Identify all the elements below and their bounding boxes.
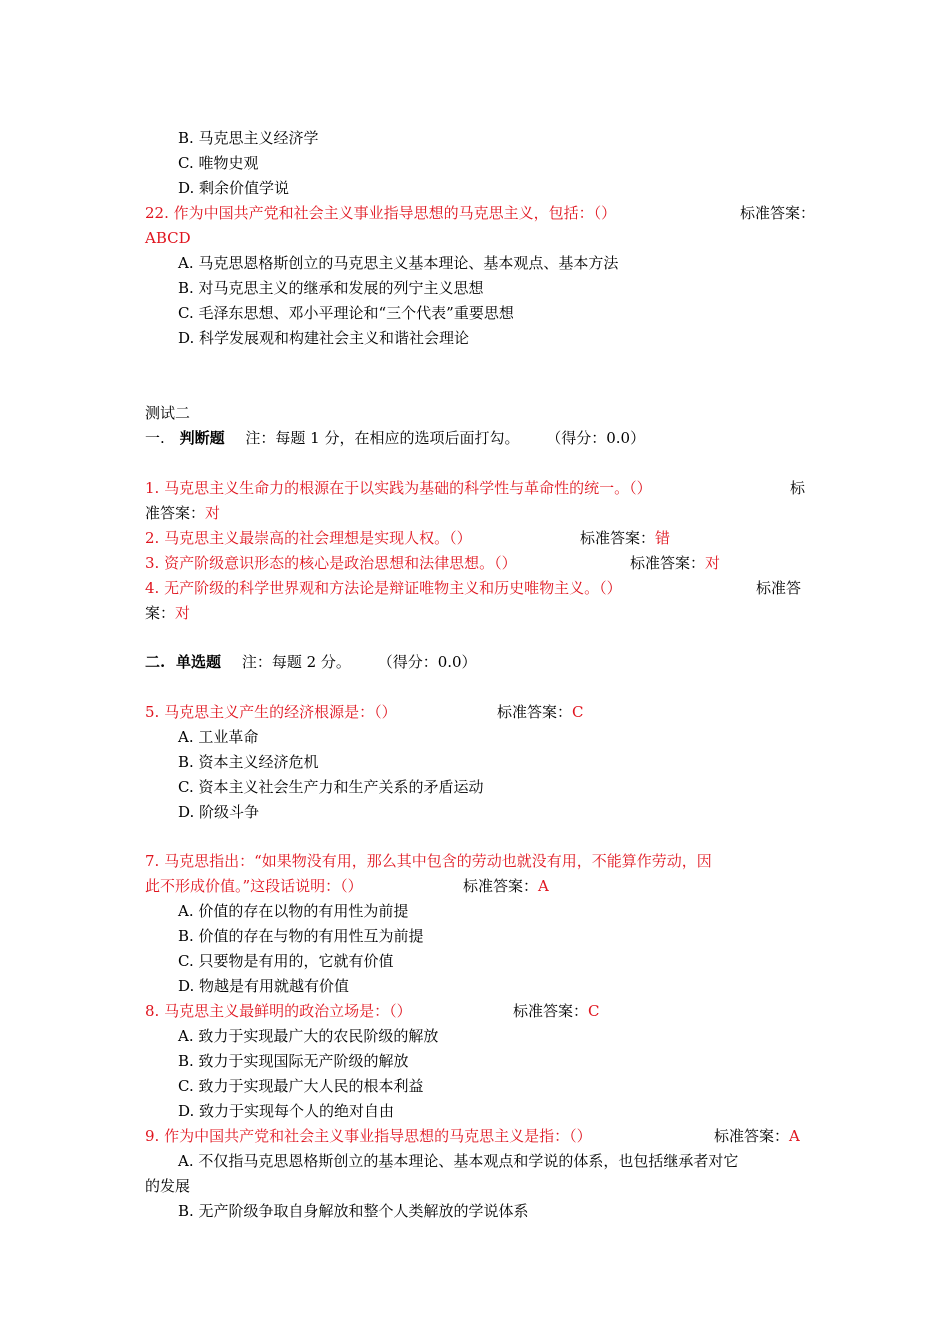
- answer-label: 案：: [145, 604, 176, 622]
- option-c: C. 致力于实现最广大人民的根本利益: [178, 1077, 424, 1095]
- answer-label: 标准答案：: [463, 877, 539, 895]
- answer-line: [463, 876, 549, 896]
- answer-label: 标准答案：: [580, 529, 656, 547]
- option-b: B. 无产阶级争取自身解放和整个人类解放的学说体系: [178, 1202, 529, 1220]
- section-note: 注：每题 2 分。: [241, 653, 351, 671]
- option-d: D. 阶级斗争: [178, 803, 260, 821]
- option-b: B. 价值的存在与物的有用性互为前提: [178, 927, 424, 945]
- option-c: C. 只要物是有用的，它就有价值: [178, 952, 394, 970]
- answer-value: 对: [175, 604, 191, 622]
- option-c: C. 毛泽东思想、邓小平理论和“三个代表”重要思想: [178, 304, 514, 322]
- option-d: D. 科学发展观和构建社会主义和谐社会理论: [178, 329, 470, 347]
- answer-label: 标准答: [756, 579, 802, 597]
- option-d: D. 物越是有用就越有价值: [178, 977, 350, 995]
- answer-label: 标准答案：: [497, 703, 573, 721]
- section-score: （得分：0.0）: [546, 429, 646, 447]
- option-d: D. 剩余价值学说: [178, 179, 290, 197]
- option-a: A. 价值的存在以物的有用性为前提: [178, 902, 409, 920]
- option-b: B. 对马克思主义的继承和发展的列宁主义思想: [178, 279, 484, 297]
- section-header-judgement: [145, 428, 645, 448]
- answer-line: [630, 553, 720, 573]
- answer-line: [513, 1001, 600, 1021]
- answer-label: 标准答案：: [714, 1127, 790, 1145]
- question-8: 8. 马克思主义最鲜明的政治立场是：（）: [145, 1002, 412, 1020]
- section-header-single-choice: [145, 652, 477, 672]
- question-1: 1. 马克思主义生命力的根源在于以实践为基础的科学性与革命性的统一。（）: [145, 479, 652, 497]
- answer-value: A: [538, 877, 549, 895]
- question-7-cont: 此不形成价值。”这段话说明：（）: [145, 877, 363, 895]
- option-a-cont: 的发展: [145, 1177, 191, 1195]
- option-a: A. 工业革命: [178, 728, 259, 746]
- option-b: B. 资本主义经济危机: [178, 753, 319, 771]
- question-9: 9. 作为中国共产党和社会主义事业指导思想的马克思主义是指：（）: [145, 1127, 592, 1145]
- test-title: 测试二: [145, 404, 191, 422]
- answer-value: A: [789, 1127, 800, 1145]
- answer-line: [497, 702, 584, 722]
- option-d: D. 致力于实现每个人的绝对自由: [178, 1102, 395, 1120]
- section-name: 判断题: [179, 429, 225, 447]
- section-name: 单选题: [176, 653, 222, 671]
- answer-line: [580, 528, 670, 548]
- section-number: 一.: [145, 429, 165, 447]
- answer-value: 对: [705, 554, 721, 572]
- answer-value: C: [572, 703, 584, 721]
- answer-value: 对: [205, 504, 221, 522]
- question-5: 5. 马克思主义产生的经济根源是：（）: [145, 703, 397, 721]
- section-score: （得分：0.0）: [377, 653, 477, 671]
- answer-line: [145, 603, 190, 623]
- answer-value: 错: [655, 529, 671, 547]
- section-note: 注：每题 1 分，在相应的选项后面打勾。: [245, 429, 520, 447]
- answer-label: 标: [790, 479, 806, 497]
- answer-label: 标准答案：: [740, 204, 816, 222]
- option-a: A. 不仅指马克思恩格斯创立的基本理论、基本观点和学说的体系，也包括继承者对它: [178, 1152, 739, 1170]
- answer-label: 准答案：: [145, 504, 206, 522]
- question-4: 4. 无产阶级的科学世界观和方法论是辩证唯物主义和历史唯物主义。（）: [145, 579, 622, 597]
- question-22: 22. 作为中国共产党和社会主义事业指导思想的马克思主义，包括：（）: [145, 204, 617, 222]
- answer-label: 标准答案：: [513, 1002, 589, 1020]
- option-c: C. 唯物史观: [178, 154, 259, 172]
- option-c: C. 资本主义社会生产力和生产关系的矛盾运动: [178, 778, 484, 796]
- option-a: A. 致力于实现最广大的农民阶级的解放: [178, 1027, 439, 1045]
- answer-value: C: [588, 1002, 600, 1020]
- answer-label: 标准答案：: [630, 554, 706, 572]
- option-a: A. 马克思恩格斯创立的马克思主义基本理论、基本观点、基本方法: [178, 254, 619, 272]
- answer-value: ABCD: [145, 229, 191, 247]
- section-number: 二.: [145, 653, 166, 671]
- question-3: 3. 资产阶级意识形态的核心是政治思想和法律思想。（）: [145, 554, 517, 572]
- answer-line: [714, 1126, 800, 1146]
- option-b: B. 致力于实现国际无产阶级的解放: [178, 1052, 409, 1070]
- question-2: 2. 马克思主义最崇高的社会理想是实现人权。（）: [145, 529, 472, 547]
- question-7: 7. 马克思指出：“如果物没有用，那么其中包含的劳动也就没有用，不能算作劳动，因: [145, 852, 712, 870]
- answer-line: [145, 503, 220, 523]
- option-b: B. 马克思主义经济学: [178, 129, 319, 147]
